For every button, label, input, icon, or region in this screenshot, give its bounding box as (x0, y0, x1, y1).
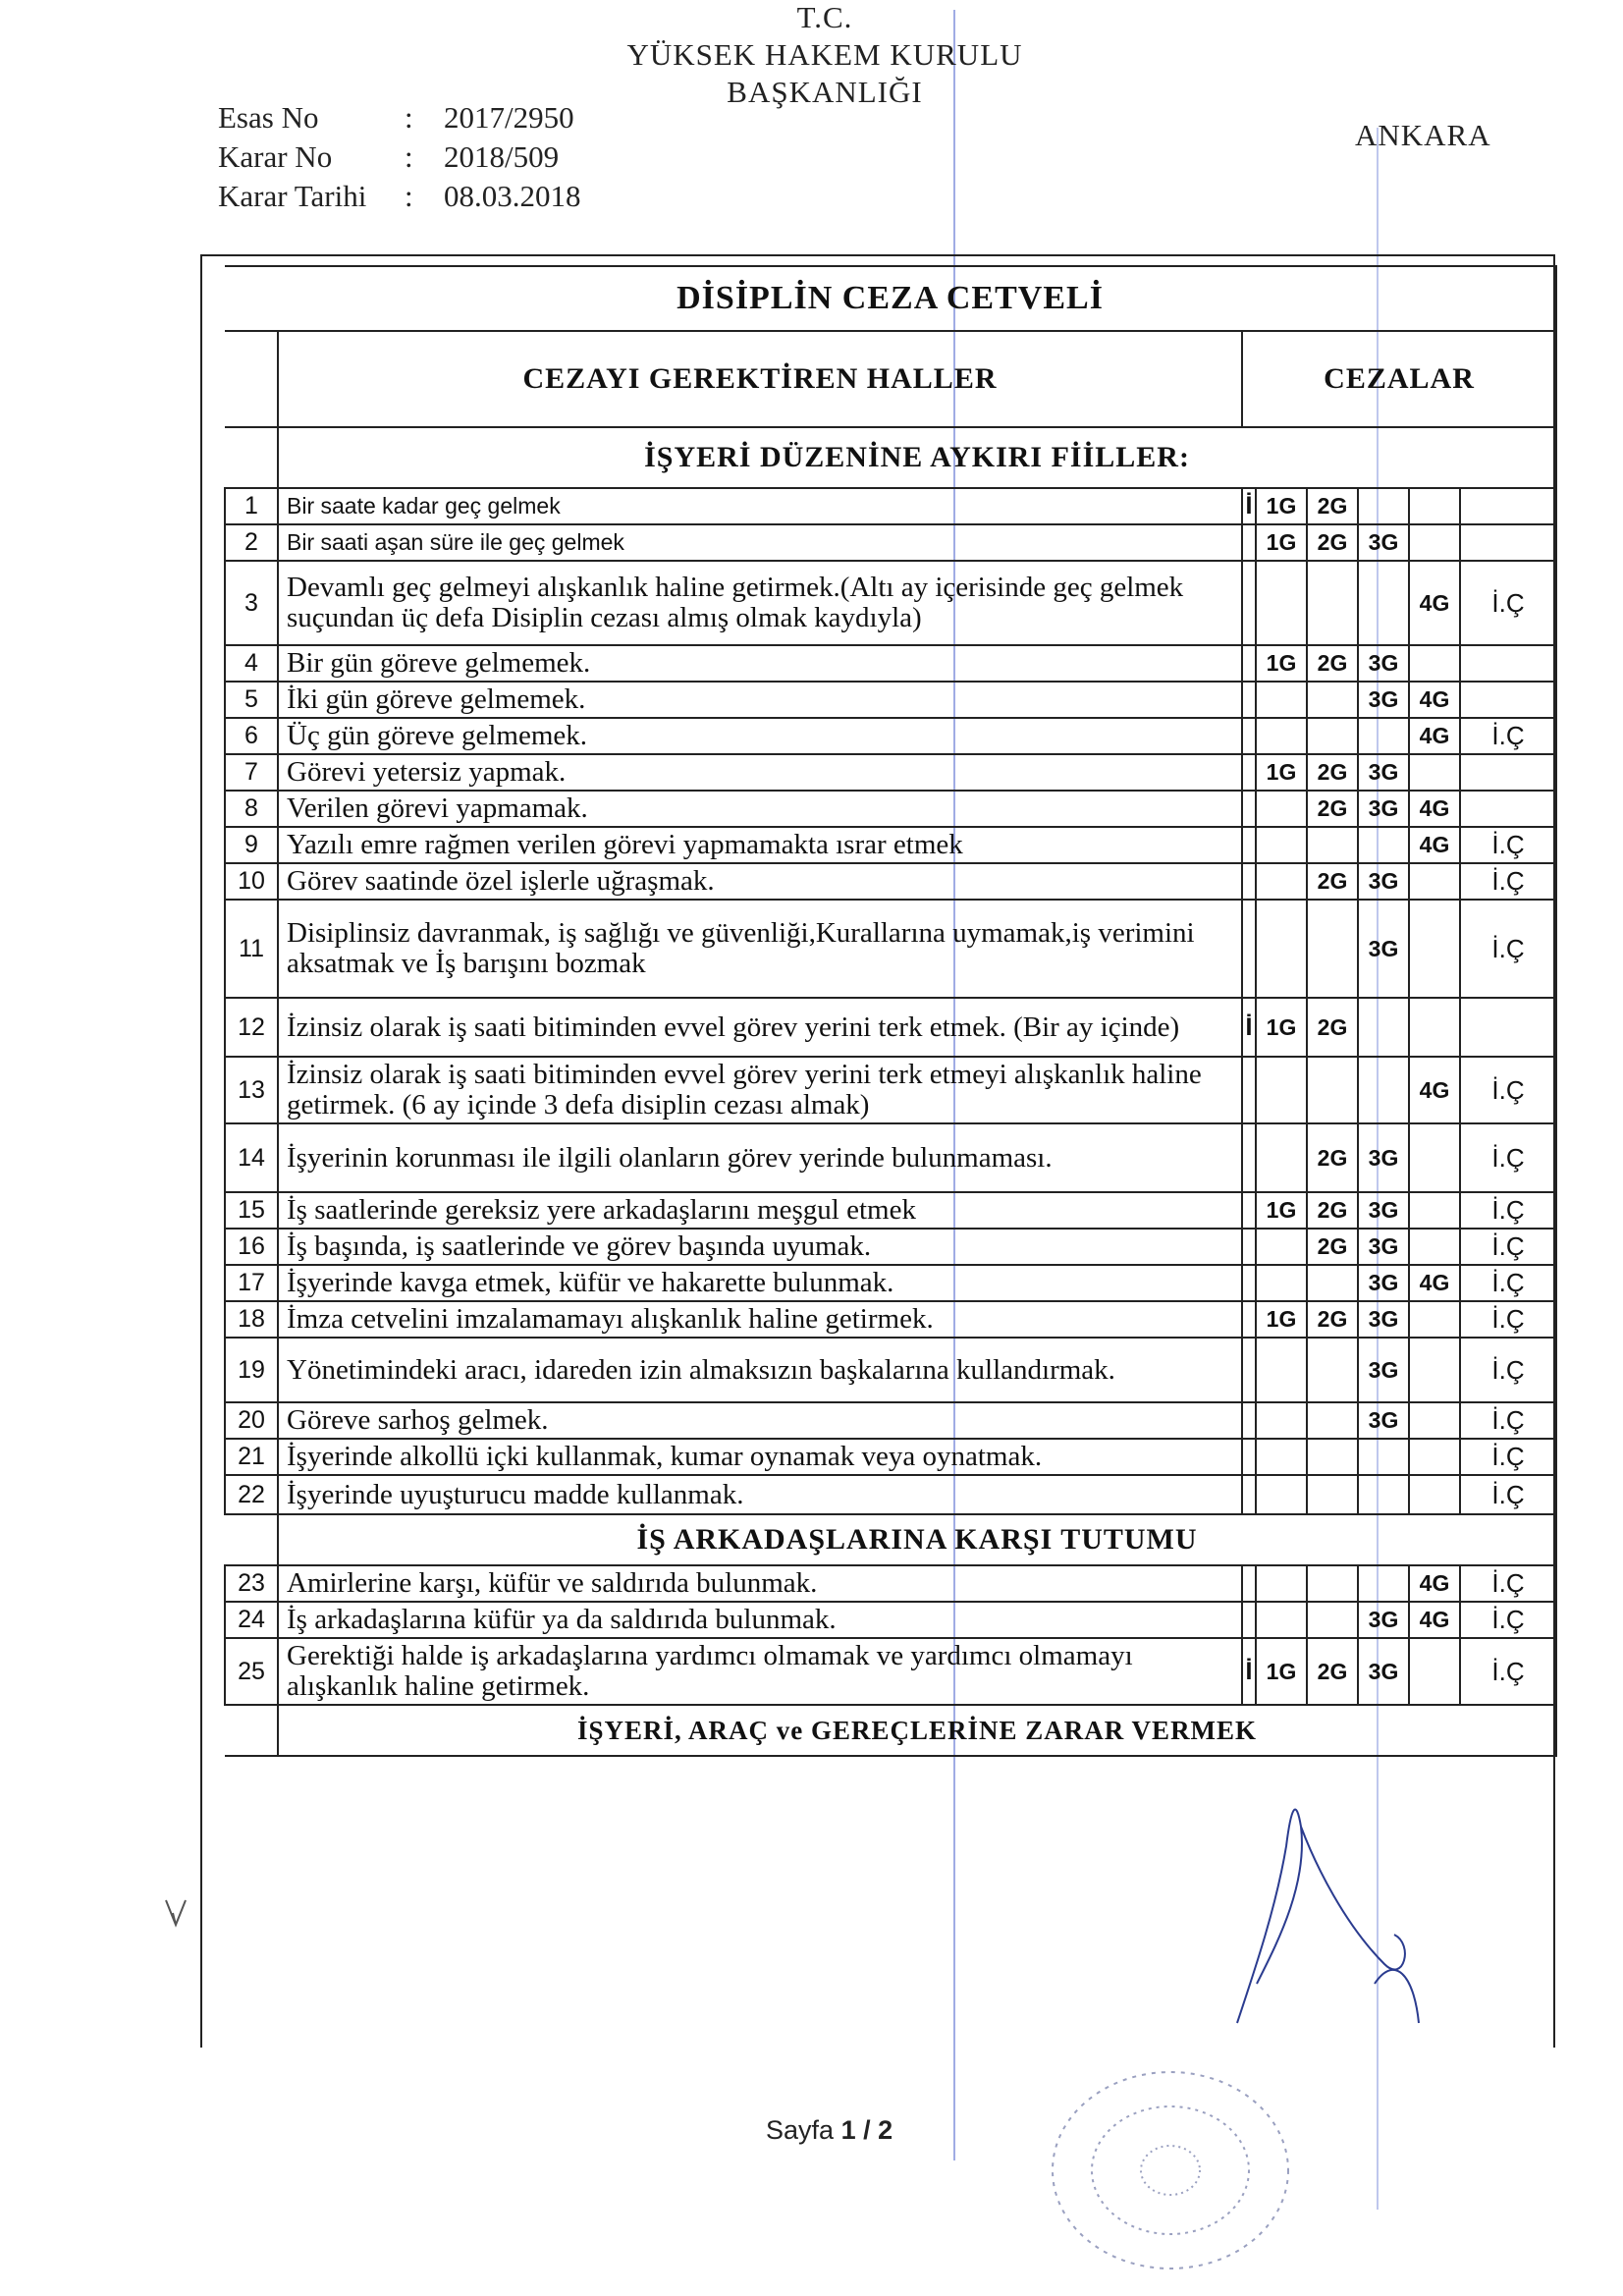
table-row (225, 863, 1556, 900)
penalty-cell: 3G (1358, 1638, 1409, 1705)
table-row (225, 1475, 1556, 1514)
penalty-cell: 2G (1307, 1192, 1358, 1229)
row-number: 11 (225, 900, 278, 998)
header-tc: T.C. (796, 0, 853, 34)
penalty-cell-empty (1242, 754, 1256, 791)
penalty-cell-empty (1242, 1057, 1256, 1123)
penalty-cell: 2G (1307, 1301, 1358, 1338)
penalty-cell: 1G (1256, 1301, 1307, 1338)
header-office: BAŞKANLIĞI (727, 75, 923, 109)
penalty-cell: 3G (1358, 1192, 1409, 1229)
penalty-cell-empty (1358, 1057, 1409, 1123)
row-number: 2 (225, 524, 278, 561)
section-heading: İŞYERİ, ARAÇ ve GEREÇLERİNE ZARAR VERMEK (278, 1705, 1556, 1756)
penalty-cell: 4G (1409, 1265, 1460, 1301)
penalty-cell: 3G (1358, 900, 1409, 998)
penalty-cell: 4G (1409, 1565, 1460, 1602)
penalty-cell-empty (1409, 1638, 1460, 1705)
penalty-cell-empty (1307, 900, 1358, 998)
penalty-cell-empty (1460, 682, 1556, 718)
seal-stamp (1023, 2052, 1318, 2288)
penalty-cell-empty (1256, 718, 1307, 754)
row-description: Üç gün göreve gelmemek. (278, 718, 1242, 754)
row-description: Verilen görevi yapmamak. (278, 791, 1242, 827)
penalty-cell: İ.Ç (1460, 1638, 1556, 1705)
table-row (225, 718, 1556, 754)
table-row (225, 827, 1556, 863)
penalty-cell: İ.Ç (1460, 718, 1556, 754)
penalty-cell: 3G (1358, 791, 1409, 827)
penalty-cell: 1G (1256, 998, 1307, 1057)
penalty-cell-empty (1307, 682, 1358, 718)
penalty-cell-empty (1409, 1301, 1460, 1338)
city-label: ANKARA (1355, 118, 1491, 152)
row-description: Yazılı emre rağmen verilen görevi yapmamakta ısrar etmek (278, 827, 1242, 863)
penalty-cell-empty (1242, 561, 1256, 645)
penalty-cell-empty (1242, 1229, 1256, 1265)
row-description: Görevi yetersiz yapmak. (278, 754, 1242, 791)
row-description: Devamlı geç gelmeyi alışkanlık haline getirmek.(Altı ay içerisinde geç gelmek suçundan üç defa Disiplin cezası almış olmak kaydıyla) (278, 561, 1242, 645)
header-institution: YÜKSEK HAKEM KURULU (626, 37, 1023, 72)
page-label: Sayfa (766, 2115, 835, 2145)
penalty-cell-empty (1242, 1602, 1256, 1638)
row-description: İşyerinde kavga etmek, küfür ve hakarette bulunmak. (278, 1265, 1242, 1301)
penalty-cell: 4G (1409, 682, 1460, 718)
penalty-cell: İ.Ç (1460, 1475, 1556, 1514)
row-number: 22 (225, 1475, 278, 1514)
row-description: Bir gün göreve gelmemek. (278, 645, 1242, 682)
penalty-cell: 3G (1358, 1265, 1409, 1301)
row-description: Disiplinsiz davranmak, iş sağlığı ve güvenliği,Kurallarına uymamak,iş verimini aksatmak ve İş barışını bozmak (278, 900, 1242, 998)
penalty-cell-empty (1307, 1265, 1358, 1301)
penalty-cell-empty (1358, 718, 1409, 754)
meta-value: 2018/509 (444, 139, 560, 174)
penalty-cell: İ.Ç (1460, 900, 1556, 998)
penalty-cell-empty (1242, 1301, 1256, 1338)
section-heading: İŞYERİ DÜZENİNE AYKIRI FİİLLER: (278, 427, 1556, 488)
penalty-cell-empty (1307, 1338, 1358, 1402)
penalty-cell: 3G (1358, 645, 1409, 682)
row-description: İşyerinin korunması ile ilgili olanların görev yerinde bulunmaması. (278, 1123, 1242, 1192)
penalty-cell: 3G (1358, 524, 1409, 561)
penalty-cell: 1G (1256, 754, 1307, 791)
penalty-cell-empty (1409, 1338, 1460, 1402)
penalty-cell-empty (1307, 1602, 1358, 1638)
meta-label: Esas No (218, 100, 319, 135)
table-row (225, 682, 1556, 718)
penalty-cell-empty (1256, 1565, 1307, 1602)
penalty-cell-empty (1358, 827, 1409, 863)
margin-mark (161, 1895, 200, 1935)
row-number: 3 (225, 561, 278, 645)
penalty-cell-empty (1242, 1123, 1256, 1192)
penalty-cell-empty (1256, 863, 1307, 900)
col-header-cases: CEZAYI GEREKTİREN HALLER (278, 331, 1242, 427)
penalty-cell-empty (1242, 1265, 1256, 1301)
penalty-table (224, 265, 1557, 1757)
penalty-cell: 4G (1409, 1057, 1460, 1123)
table-row (225, 488, 1556, 524)
table-row (225, 900, 1556, 998)
penalty-cell: 3G (1358, 1602, 1409, 1638)
penalty-cell: 1G (1256, 488, 1307, 524)
row-description: İşyerinde uyuşturucu madde kullanmak. (278, 1475, 1242, 1514)
penalty-cell: İ.Ç (1460, 1265, 1556, 1301)
meta-value: 2017/2950 (444, 100, 574, 135)
penalty-cell: 3G (1358, 1338, 1409, 1402)
table-row (225, 1602, 1556, 1638)
penalty-cell: 3G (1358, 1402, 1409, 1439)
penalty-cell: İ.Ç (1460, 1192, 1556, 1229)
penalty-cell: 3G (1358, 1229, 1409, 1265)
row-description: İşyerinde alkollü içki kullanmak, kumar oynamak veya oynatmak. (278, 1439, 1242, 1475)
penalty-cell: İ (1242, 998, 1256, 1057)
penalty-cell: 4G (1409, 718, 1460, 754)
row-number: 20 (225, 1402, 278, 1439)
table-row (225, 1057, 1556, 1123)
penalty-cell-empty (1409, 998, 1460, 1057)
penalty-cell-empty (1409, 524, 1460, 561)
penalty-cell-empty (1256, 827, 1307, 863)
penalty-cell: İ.Ç (1460, 1123, 1556, 1192)
penalty-cell: 3G (1358, 1123, 1409, 1192)
row-number: 9 (225, 827, 278, 863)
penalty-cell-empty (1307, 1057, 1358, 1123)
penalty-cell-empty (1242, 682, 1256, 718)
penalty-cell-empty (1242, 1192, 1256, 1229)
penalty-cell: İ.Ç (1460, 1565, 1556, 1602)
table-title: DİSİPLİN CEZA CETVELİ (225, 266, 1556, 331)
meta-label: Karar No (218, 139, 333, 174)
page-number: 1 / 2 (840, 2115, 893, 2145)
penalty-cell-empty (1409, 645, 1460, 682)
penalty-cell: 4G (1409, 791, 1460, 827)
penalty-cell: 2G (1307, 488, 1358, 524)
row-description: İzinsiz olarak iş saati bitiminden evvel görev yerini terk etmek. (Bir ay içinde) (278, 998, 1242, 1057)
penalty-cell: İ.Ç (1460, 1338, 1556, 1402)
penalty-cell-empty (1256, 900, 1307, 998)
penalty-cell-empty (1460, 791, 1556, 827)
table-row (225, 1402, 1556, 1439)
penalty-cell-empty (1256, 1475, 1307, 1514)
section-heading: İŞ ARKADAŞLARINA KARŞI TUTUMU (278, 1514, 1556, 1565)
penalty-cell-empty (1460, 998, 1556, 1057)
penalty-cell: 2G (1307, 645, 1358, 682)
penalty-cell-empty (1409, 900, 1460, 998)
row-number: 24 (225, 1602, 278, 1638)
penalty-cell: 2G (1307, 1229, 1358, 1265)
row-number: 14 (225, 1123, 278, 1192)
signature-mark (1217, 1787, 1434, 2033)
penalty-cell-empty (1307, 561, 1358, 645)
penalty-cell: 3G (1358, 682, 1409, 718)
penalty-cell-empty (1242, 1402, 1256, 1439)
penalty-cell-empty (1409, 1439, 1460, 1475)
penalty-cell-empty (1256, 1439, 1307, 1475)
table-row (225, 1229, 1556, 1265)
penalty-cell-empty (1409, 1229, 1460, 1265)
meta-label: Karar Tarihi (218, 179, 367, 213)
row-description: İş saatlerinde gereksiz yere arkadaşlarını meşgul etmek (278, 1192, 1242, 1229)
row-number: 12 (225, 998, 278, 1057)
page-footer (766, 2115, 893, 2146)
penalty-cell-empty (1409, 1123, 1460, 1192)
penalty-cell-empty (1307, 1402, 1358, 1439)
penalty-cell: İ (1242, 1638, 1256, 1705)
penalty-cell: 1G (1256, 524, 1307, 561)
penalty-cell: 3G (1358, 1301, 1409, 1338)
penalty-cell-empty (1358, 1475, 1409, 1514)
penalty-cell: 2G (1307, 1123, 1358, 1192)
penalty-cell-empty (1409, 1475, 1460, 1514)
penalty-cell-empty (1242, 1338, 1256, 1402)
table-row (225, 791, 1556, 827)
row-description: İzinsiz olarak iş saati bitiminden evvel görev yerini terk etmeyi alışkanlık haline getirmek. (6 ay içinde 3 defa disiplin cezası almak) (278, 1057, 1242, 1123)
meta-row-esas: Esas No : 2017/2950 (218, 100, 581, 139)
table-row (225, 1338, 1556, 1402)
penalty-cell-empty (1256, 1602, 1307, 1638)
row-number: 17 (225, 1265, 278, 1301)
penalty-cell-empty (1307, 1475, 1358, 1514)
table-row (225, 1565, 1556, 1602)
meta-value: 08.03.2018 (444, 179, 581, 213)
row-description: İki gün göreve gelmemek. (278, 682, 1242, 718)
row-number: 8 (225, 791, 278, 827)
row-description: İmza cetvelini imzalamamayı alışkanlık haline getirmek. (278, 1301, 1242, 1338)
table-row (225, 1265, 1556, 1301)
penalty-cell-empty (1242, 900, 1256, 998)
penalty-cell-empty (1409, 754, 1460, 791)
row-number: 5 (225, 682, 278, 718)
penalty-cell: İ.Ç (1460, 827, 1556, 863)
row-number: 23 (225, 1565, 278, 1602)
table-row (225, 524, 1556, 561)
table-row (225, 1301, 1556, 1338)
penalty-cell: 2G (1307, 863, 1358, 900)
penalty-cell-empty (1256, 682, 1307, 718)
row-number: 10 (225, 863, 278, 900)
row-description: Görev saatinde özel işlerle uğraşmak. (278, 863, 1242, 900)
row-number: 21 (225, 1439, 278, 1475)
row-description: Amirlerine karşı, küfür ve saldırıda bulunmak. (278, 1565, 1242, 1602)
penalty-cell: 1G (1256, 1192, 1307, 1229)
penalty-cell-empty (1242, 791, 1256, 827)
penalty-cell-empty (1358, 488, 1409, 524)
col-header-penalties: CEZALAR (1242, 331, 1556, 427)
table-row (225, 645, 1556, 682)
penalty-cell: İ.Ç (1460, 1229, 1556, 1265)
penalty-cell-empty (1358, 1565, 1409, 1602)
penalty-cell: 1G (1256, 645, 1307, 682)
penalty-cell-empty (1242, 1475, 1256, 1514)
penalty-cell-empty (1409, 863, 1460, 900)
penalty-cell-empty (1409, 488, 1460, 524)
row-description: Bir saate kadar geç gelmek (278, 488, 1242, 524)
penalty-cell-empty (1256, 791, 1307, 827)
row-number: 13 (225, 1057, 278, 1123)
penalty-cell-empty (1460, 524, 1556, 561)
penalty-cell-empty (1307, 1439, 1358, 1475)
table-row (225, 998, 1556, 1057)
penalty-cell-empty (1358, 1439, 1409, 1475)
penalty-cell-empty (1256, 1057, 1307, 1123)
row-description: İş arkadaşlarına küfür ya da saldırıda bulunmak. (278, 1602, 1242, 1638)
table-row (225, 561, 1556, 645)
row-description: Göreve sarhoş gelmek. (278, 1402, 1242, 1439)
penalty-cell-empty (1307, 718, 1358, 754)
penalty-cell-empty (1256, 1229, 1307, 1265)
penalty-cell-empty (1358, 998, 1409, 1057)
penalty-cell-empty (1242, 827, 1256, 863)
row-description: İş başında, iş saatlerinde ve görev başında uyumak. (278, 1229, 1242, 1265)
row-description: Bir saati aşan süre ile geç gelmek (278, 524, 1242, 561)
row-description: Gerektiği halde iş arkadaşlarına yardımcı olmamak ve yardımcı olmamayı alışkanlık haline getirmek. (278, 1638, 1242, 1705)
row-number: 16 (225, 1229, 278, 1265)
penalty-cell: 3G (1358, 754, 1409, 791)
row-number: 18 (225, 1301, 278, 1338)
penalty-cell-empty (1256, 1265, 1307, 1301)
penalty-cell-empty (1242, 645, 1256, 682)
penalty-cell: 4G (1409, 827, 1460, 863)
table-row (225, 1638, 1556, 1705)
penalty-cell-empty (1460, 754, 1556, 791)
penalty-cell-empty (1242, 718, 1256, 754)
penalty-cell: İ.Ç (1460, 1402, 1556, 1439)
row-number: 1 (225, 488, 278, 524)
table-row (225, 754, 1556, 791)
penalty-cell-empty (1242, 1439, 1256, 1475)
row-description: Yönetimindeki aracı, idareden izin almaksızın başkalarına kullandırmak. (278, 1338, 1242, 1402)
penalty-cell: 2G (1307, 754, 1358, 791)
penalty-cell: 4G (1409, 561, 1460, 645)
penalty-cell: 2G (1307, 998, 1358, 1057)
penalty-cell: İ.Ç (1460, 561, 1556, 645)
penalty-cell-empty (1256, 561, 1307, 645)
penalty-cell-empty (1256, 1123, 1307, 1192)
penalty-cell: İ.Ç (1460, 1057, 1556, 1123)
row-number: 6 (225, 718, 278, 754)
penalty-cell: 1G (1256, 1638, 1307, 1705)
penalty-cell: İ.Ç (1460, 1602, 1556, 1638)
penalty-cell: 2G (1307, 1638, 1358, 1705)
penalty-cell: İ.Ç (1460, 1301, 1556, 1338)
penalty-cell: İ (1242, 488, 1256, 524)
penalty-cell-empty (1242, 1565, 1256, 1602)
penalty-cell-empty (1358, 561, 1409, 645)
table-row (225, 1123, 1556, 1192)
penalty-cell: 2G (1307, 791, 1358, 827)
row-number: 19 (225, 1338, 278, 1402)
penalty-cell-empty (1242, 524, 1256, 561)
penalty-cell-empty (1256, 1402, 1307, 1439)
penalty-cell-empty (1460, 645, 1556, 682)
meta-row-tarih: Karar Tarihi : 08.03.2018 (218, 179, 581, 218)
table-row (225, 1439, 1556, 1475)
table-row (225, 1192, 1556, 1229)
row-number: 7 (225, 754, 278, 791)
penalty-cell-empty (1307, 827, 1358, 863)
meta-row-karar: Karar No : 2018/509 (218, 139, 581, 179)
row-number: 25 (225, 1638, 278, 1705)
case-meta (218, 100, 581, 218)
penalty-cell-empty (1409, 1192, 1460, 1229)
row-number: 4 (225, 645, 278, 682)
penalty-cell-empty (1307, 1565, 1358, 1602)
penalty-cell: İ.Ç (1460, 863, 1556, 900)
row-number: 15 (225, 1192, 278, 1229)
penalty-cell-empty (1409, 1402, 1460, 1439)
penalty-cell-empty (1256, 1338, 1307, 1402)
penalty-cell: 3G (1358, 863, 1409, 900)
penalty-cell-empty (1460, 488, 1556, 524)
penalty-cell-empty (1242, 863, 1256, 900)
penalty-cell: İ.Ç (1460, 1439, 1556, 1475)
penalty-cell: 4G (1409, 1602, 1460, 1638)
penalty-cell: 2G (1307, 524, 1358, 561)
